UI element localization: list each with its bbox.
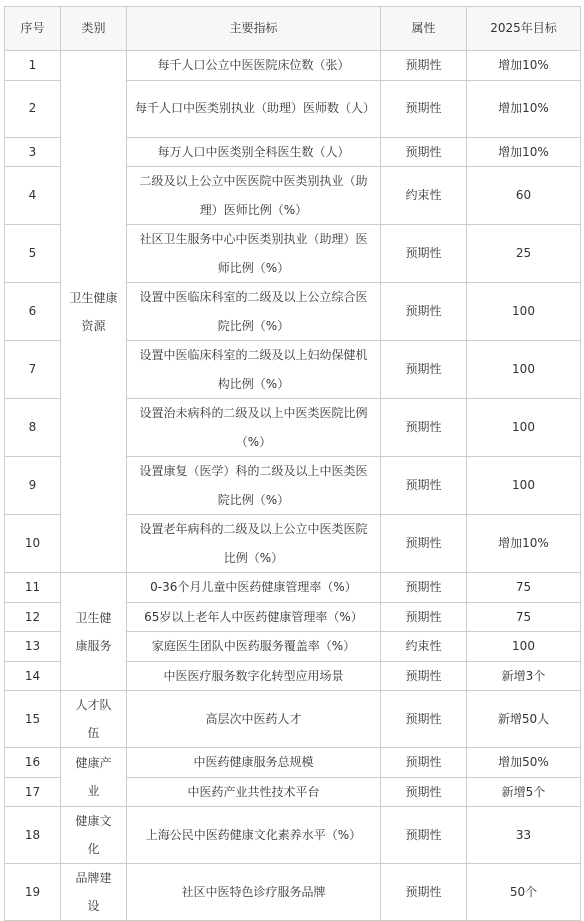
metric-cell: 设置中医临床科室的二级及以上妇幼保健机构比例（%） xyxy=(127,341,381,399)
target-cell: 100 xyxy=(467,457,581,515)
target-cell: 75 xyxy=(467,573,581,603)
row-number: 14 xyxy=(5,661,61,691)
table-row xyxy=(5,51,581,81)
row-number: 11 xyxy=(5,573,61,603)
metric-cell: 设置治未病科的二级及以上中医类医院比例（%） xyxy=(127,399,381,457)
target-cell: 25 xyxy=(467,225,581,283)
attribute-cell: 约束性 xyxy=(381,167,467,225)
row-number: 1 xyxy=(5,51,61,81)
attribute-cell: 预期性 xyxy=(381,137,467,167)
category-cell: 人才队伍 xyxy=(61,691,127,748)
row-number: 7 xyxy=(5,341,61,399)
row-number: 15 xyxy=(5,691,61,748)
target-cell: 增加10% xyxy=(467,515,581,573)
category-cell: 卫生健康资源 xyxy=(61,51,127,573)
metric-cell: 设置老年病科的二级及以上公立中医类医院比例（%） xyxy=(127,515,381,573)
target-cell: 增加50% xyxy=(467,748,581,778)
table-body xyxy=(5,51,581,921)
row-number: 4 xyxy=(5,167,61,225)
attribute-cell: 预期性 xyxy=(381,80,467,137)
metric-cell: 每千人口公立中医医院床位数（张） xyxy=(127,51,381,81)
row-number: 17 xyxy=(5,777,61,807)
attribute-cell: 预期性 xyxy=(381,573,467,603)
row-number: 6 xyxy=(5,283,61,341)
metric-cell: 设置康复（医学）科的二级及以上中医类医院比例（%） xyxy=(127,457,381,515)
table-row xyxy=(5,864,581,921)
attribute-cell: 预期性 xyxy=(381,807,467,864)
metric-cell: 每千人口中医类别执业（助理）医师数（人） xyxy=(127,80,381,137)
category-cell: 卫生健康服务 xyxy=(61,573,127,691)
attribute-cell: 预期性 xyxy=(381,341,467,399)
category-cell: 健康文化 xyxy=(61,807,127,864)
target-cell: 100 xyxy=(467,632,581,662)
attribute-cell: 预期性 xyxy=(381,691,467,748)
table-row xyxy=(5,691,581,748)
metric-cell: 每万人口中医类别全科医生数（人） xyxy=(127,137,381,167)
attribute-cell: 预期性 xyxy=(381,748,467,778)
attribute-cell: 预期性 xyxy=(381,661,467,691)
row-number: 2 xyxy=(5,80,61,137)
metric-cell: 社区卫生服务中心中医类别执业（助理）医师比例（%） xyxy=(127,225,381,283)
target-cell: 新增5个 xyxy=(467,777,581,807)
header-metric: 主要指标 xyxy=(127,7,381,51)
row-number: 18 xyxy=(5,807,61,864)
table-row xyxy=(5,748,581,778)
header-category: 类别 xyxy=(61,7,127,51)
target-cell: 100 xyxy=(467,399,581,457)
target-cell: 新增50人 xyxy=(467,691,581,748)
row-number: 10 xyxy=(5,515,61,573)
attribute-cell: 预期性 xyxy=(381,283,467,341)
target-cell: 100 xyxy=(467,341,581,399)
attribute-cell: 预期性 xyxy=(381,51,467,81)
table-row xyxy=(5,573,581,603)
attribute-cell: 约束性 xyxy=(381,632,467,662)
target-cell: 50个 xyxy=(467,864,581,921)
target-cell: 60 xyxy=(467,167,581,225)
targets-table xyxy=(4,6,581,921)
header-attribute: 属性 xyxy=(381,7,467,51)
metric-cell: 社区中医特色诊疗服务品牌 xyxy=(127,864,381,921)
target-cell: 增加10% xyxy=(467,51,581,81)
target-cell: 新增3个 xyxy=(467,661,581,691)
target-cell: 增加10% xyxy=(467,137,581,167)
metric-cell: 65岁以上老年人中医药健康管理率（%） xyxy=(127,602,381,632)
row-number: 9 xyxy=(5,457,61,515)
target-cell: 100 xyxy=(467,283,581,341)
attribute-cell: 预期性 xyxy=(381,777,467,807)
metric-cell: 中医医疗服务数字化转型应用场景 xyxy=(127,661,381,691)
attribute-cell: 预期性 xyxy=(381,399,467,457)
metric-cell: 中医药健康服务总规模 xyxy=(127,748,381,778)
row-number: 13 xyxy=(5,632,61,662)
attribute-cell: 预期性 xyxy=(381,225,467,283)
attribute-cell: 预期性 xyxy=(381,457,467,515)
header-target: 2025年目标 xyxy=(467,7,581,51)
table-row xyxy=(5,807,581,864)
row-number: 5 xyxy=(5,225,61,283)
metric-cell: 高层次中医药人才 xyxy=(127,691,381,748)
attribute-cell: 预期性 xyxy=(381,864,467,921)
row-number: 12 xyxy=(5,602,61,632)
metric-cell: 0-36个月儿童中医药健康管理率（%） xyxy=(127,573,381,603)
target-cell: 33 xyxy=(467,807,581,864)
table-header xyxy=(5,7,581,51)
category-cell: 健康产业 xyxy=(61,748,127,807)
header-row xyxy=(5,7,581,51)
row-number: 19 xyxy=(5,864,61,921)
category-cell: 品牌建设 xyxy=(61,864,127,921)
header-no: 序号 xyxy=(5,7,61,51)
target-cell: 75 xyxy=(467,602,581,632)
metric-cell: 上海公民中医药健康文化素养水平（%） xyxy=(127,807,381,864)
row-number: 16 xyxy=(5,748,61,778)
metric-cell: 设置中医临床科室的二级及以上公立综合医院比例（%） xyxy=(127,283,381,341)
metric-cell: 家庭医生团队中医药服务覆盖率（%） xyxy=(127,632,381,662)
target-cell: 增加10% xyxy=(467,80,581,137)
metric-cell: 二级及以上公立中医医院中医类别执业（助理）医师比例（%） xyxy=(127,167,381,225)
row-number: 8 xyxy=(5,399,61,457)
attribute-cell: 预期性 xyxy=(381,515,467,573)
metric-cell: 中医药产业共性技术平台 xyxy=(127,777,381,807)
attribute-cell: 预期性 xyxy=(381,602,467,632)
row-number: 3 xyxy=(5,137,61,167)
